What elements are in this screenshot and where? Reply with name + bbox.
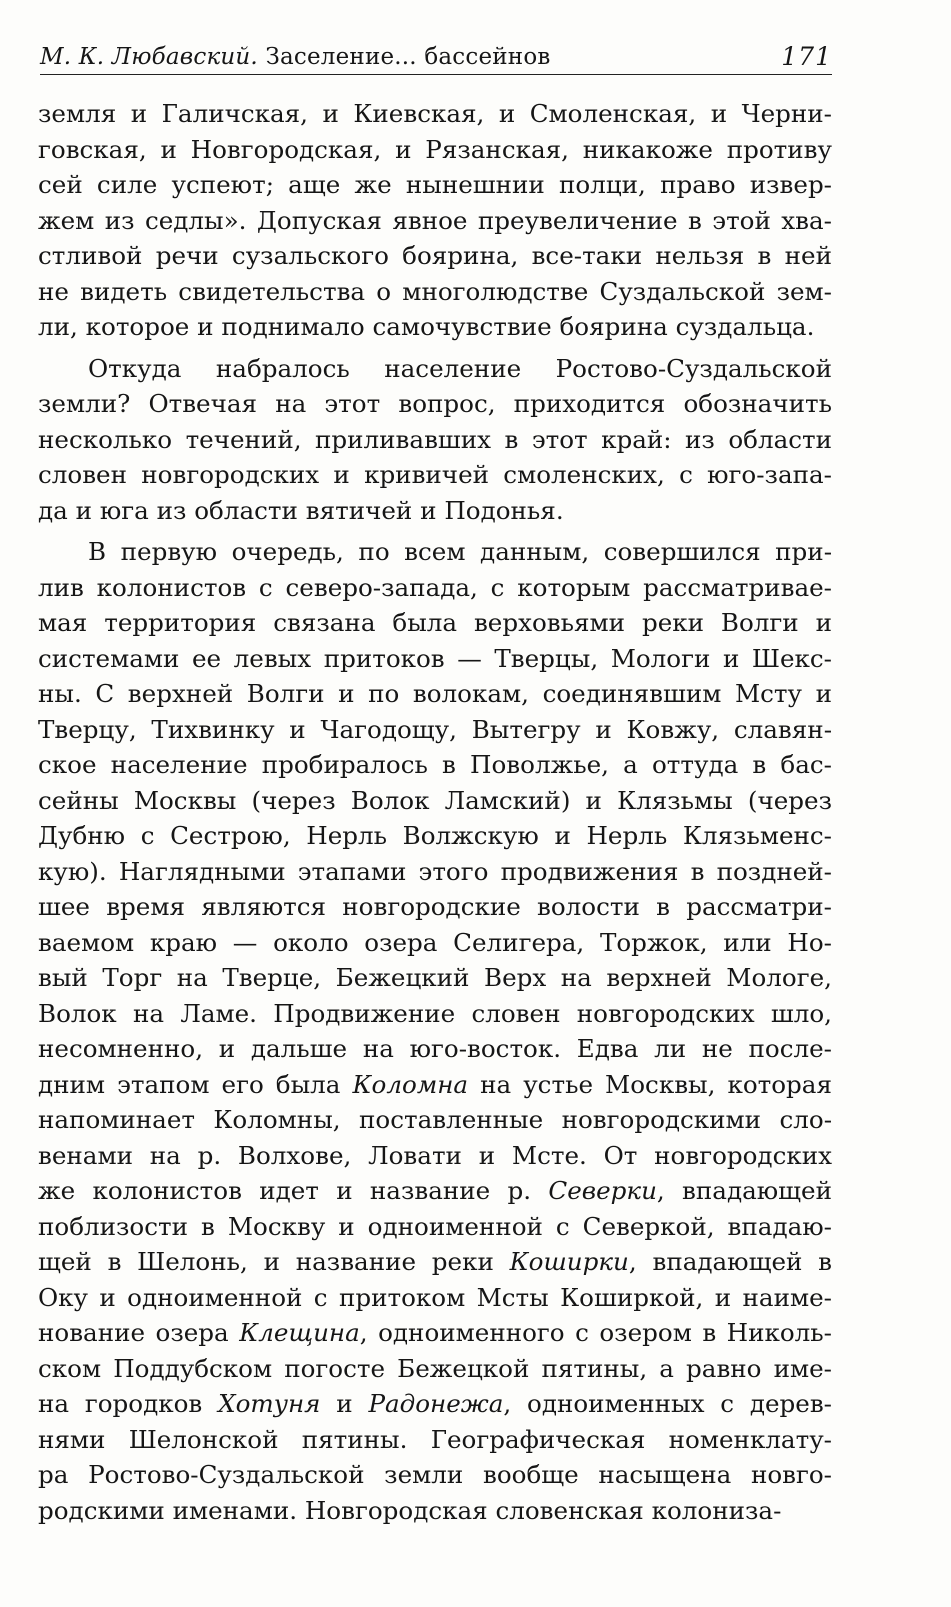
text-line: Волок на Ламе. Продвижение словен новгородских шло, xyxy=(38,998,832,1028)
text-line: ли, которое и поднимало самочувствие боярина суздальца. xyxy=(38,312,815,341)
text-line: же колонистов идет и название р. Северки, впадающей xyxy=(38,1176,832,1205)
text-line: щей в Шелонь, и название реки Кoширки, впадающей в xyxy=(38,1247,832,1276)
text-line: ское население пробиралось в Поволжье, а оттуда в бас- xyxy=(38,750,832,779)
text-line: стливой речи сузальского боярина, все-таки нельзя в ней xyxy=(38,241,832,270)
text-line: несомненно, и дальше на юго-восток. Едва ли не после- xyxy=(38,1034,832,1063)
running-title xyxy=(40,44,551,70)
text-line: жем из седлы». Допуская явное преувеличение в этой хва- xyxy=(38,205,832,235)
text-line: да и юга из области вятичей и Подонья. xyxy=(38,495,564,525)
author-name: М. К. Любавский. xyxy=(40,44,258,70)
paragraph xyxy=(38,96,832,345)
text-line: Тверцу, Тихвинку и Чагодощу, Вытегру и Ковжу, славян- xyxy=(38,714,832,744)
running-header xyxy=(40,40,832,75)
text-line: ны. С верхней Волги и по волокам, соединявшим Мсту и xyxy=(38,679,832,708)
text-line: словен новгородских и кривичей смоленских, с юго-запа- xyxy=(38,460,832,489)
text-line: лив колонистов с северо-запада, с которым рассматривае- xyxy=(38,572,832,602)
text-line: нями Шелонской пятины. Географическая номенклату- xyxy=(38,1424,832,1454)
italic-place-name: Хотуня xyxy=(218,1389,321,1418)
text-line: Откуда набралось население Ростово-Суздальской xyxy=(88,353,832,383)
body-text xyxy=(38,96,832,1528)
italic-place-name: Коломна xyxy=(352,1069,469,1099)
text-line: шее время являются новгородские волости в рассматри- xyxy=(38,892,832,921)
text-line: дним этапом его была Коломна на устье Москвы, которая xyxy=(38,1069,832,1099)
text-line: ра Ростово-Суздальской земли вообще насыщена новго- xyxy=(38,1460,832,1489)
text-line: напоминает Коломны, поставленные новгородскими сло- xyxy=(38,1105,832,1134)
text-line: сей силе успеют; аще же нынешнии полци, право извер- xyxy=(38,170,832,199)
text-line: кую). Наглядными этапами этого продвижения в поздней- xyxy=(38,856,832,886)
text-line: поблизости в Москву и одноименной с Северкой, впадаю- xyxy=(38,1211,832,1241)
text-line: системами ее левых притоков — Тверцы, Мологи и Шекс- xyxy=(38,643,832,673)
text-line: на городков Хотуня и Радонежа, одноименных с дерев- xyxy=(38,1389,832,1418)
text-line: Дубню с Сестрою, Нерль Волжскую и Нерль Клязьменс- xyxy=(38,821,832,850)
paragraph xyxy=(38,351,832,529)
text-line: Оку и одноименной с притоком Мсты Коширкой, и наиме- xyxy=(38,1282,832,1312)
text-line: сейны Москвы (через Волок Ламский) и Клязьмы (через xyxy=(38,785,832,815)
text-line: несколько течений, приливавших в этот край: из области xyxy=(38,424,832,454)
text-line: вый Торг на Тверце, Бежецкий Верх на верхней Мологе, xyxy=(38,963,832,992)
italic-place-name: Кoширки xyxy=(509,1247,629,1276)
italic-place-name: Радонежа xyxy=(368,1389,504,1418)
book-section-title: Заселение... бассейнов xyxy=(265,44,551,70)
text-line: В первую очередь, по всем данным, совершился при- xyxy=(88,537,832,566)
page-number: 171 xyxy=(781,42,832,71)
text-line: венами на р. Волхове, Ловати и Мсте. От новгородских xyxy=(38,1140,832,1170)
text-line: мая территория связана была верховьями реки Волги и xyxy=(38,608,832,637)
text-line: ваемом краю — около озера Селигера, Торжок, или Но- xyxy=(38,927,832,957)
text-line: нование озера Клещина, одноименного с озером в Николь- xyxy=(38,1318,832,1347)
paragraph xyxy=(38,534,832,1528)
text-line: родскими именами. Новгородская словенская колониза- xyxy=(38,1495,782,1525)
text-line: земля и Галичская, и Киевская, и Смоленская, и Черни- xyxy=(38,99,832,128)
italic-place-name: Северки xyxy=(548,1176,657,1205)
text-line: земли? Отвечая на этот вопрос, приходится обозначить xyxy=(38,389,832,418)
text-line: не видеть свидетельства о многолюдстве Суздальской зем- xyxy=(38,276,832,306)
text-line: говская, и Новгородская, и Рязанская, никакоже противу xyxy=(38,134,832,164)
text-line: ском Поддубском погосте Бежецкой пятины, а равно име- xyxy=(38,1353,832,1383)
italic-place-name: Клещина xyxy=(239,1318,360,1347)
